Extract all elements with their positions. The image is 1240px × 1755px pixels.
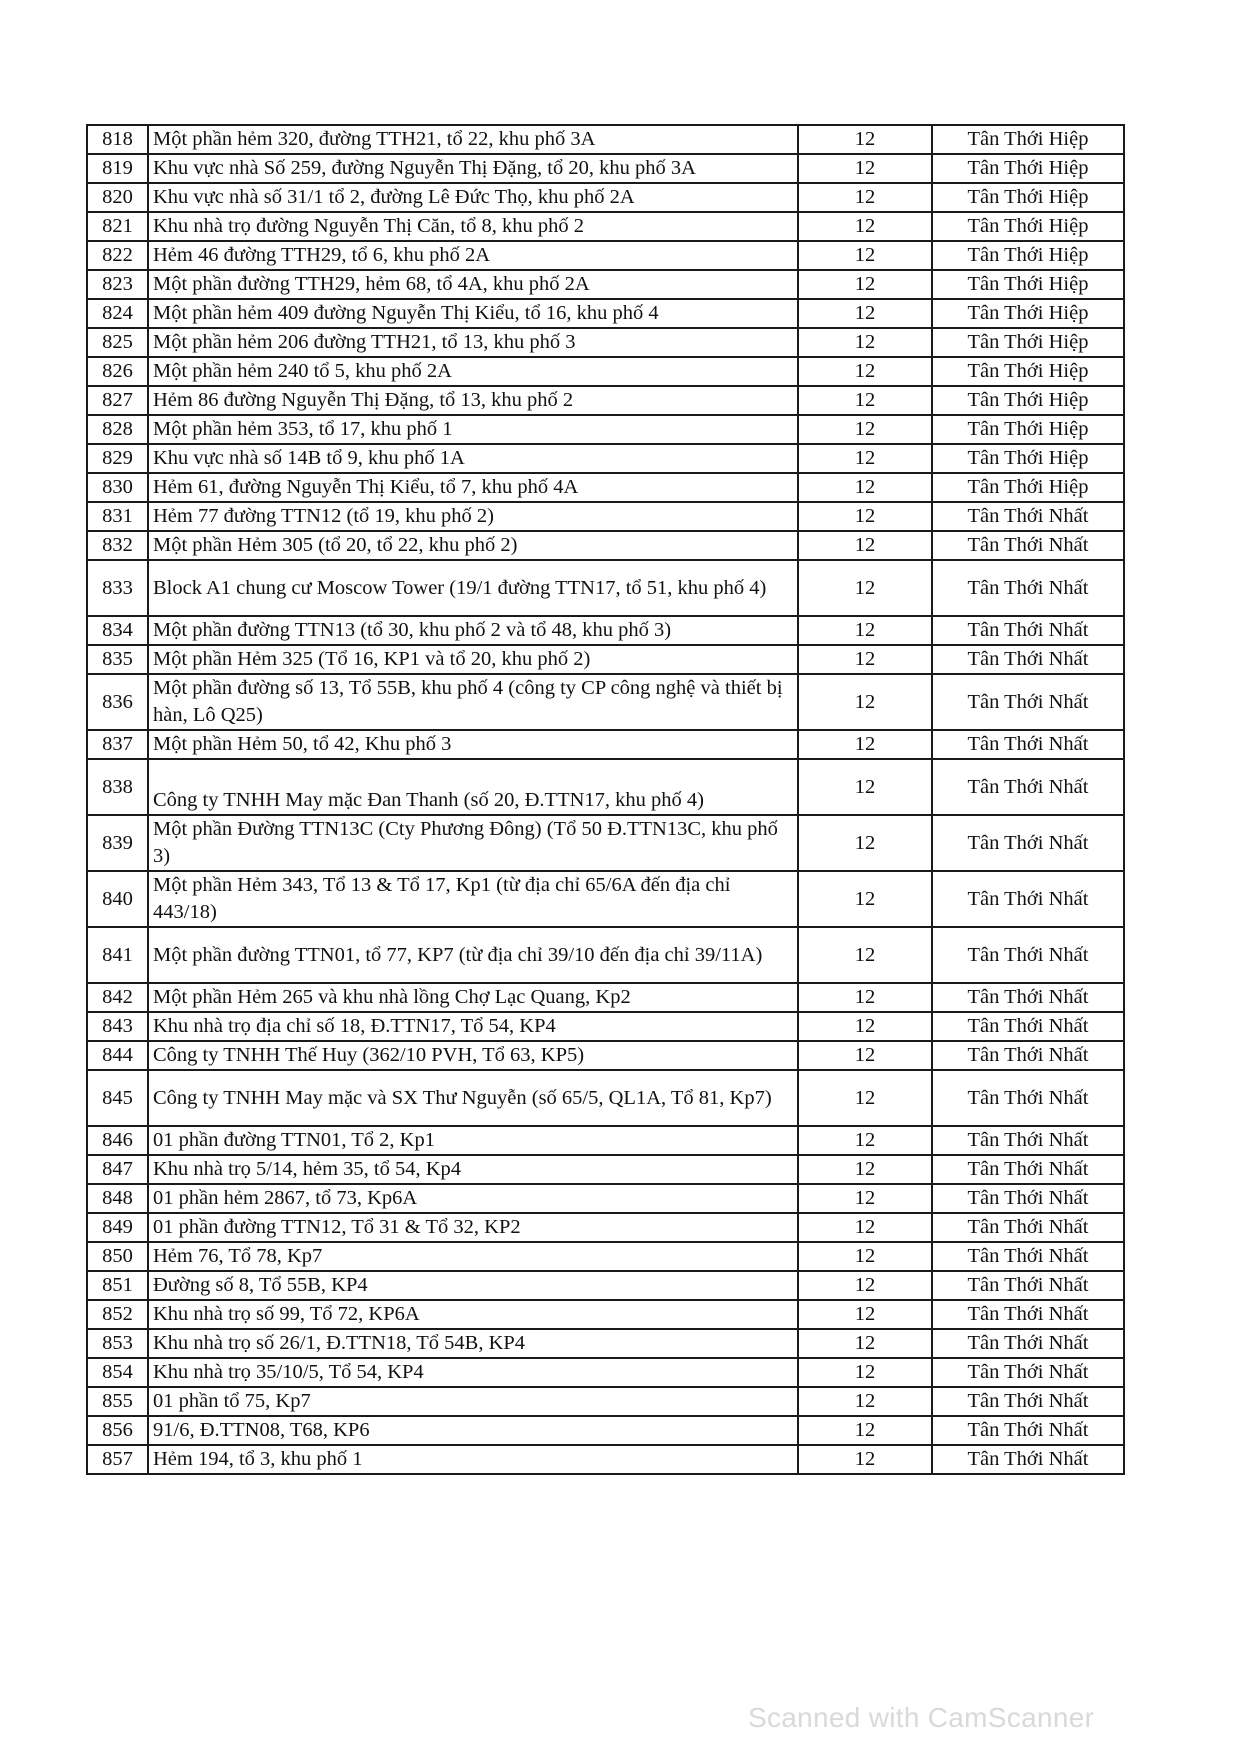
ward-cell: Tân Thới Hiệp [932,212,1124,241]
district-cell: 12 [798,645,932,674]
address-cell: Đường số 8, Tổ 55B, KP4 [148,1271,798,1300]
address-cell: Khu nhà trọ 35/10/5, Tổ 54, KP4 [148,1358,798,1387]
district-cell: 12 [798,616,932,645]
table-row [87,1329,1124,1358]
ward-cell: Tân Thới Nhất [932,1155,1124,1184]
table-row [87,1041,1124,1070]
district-cell: 12 [798,560,932,616]
row-number-cell: 835 [87,645,148,674]
table-row [87,415,1124,444]
table-row [87,502,1124,531]
row-number-cell: 833 [87,560,148,616]
district-cell: 12 [798,674,932,730]
ward-cell: Tân Thới Nhất [932,1416,1124,1445]
table-row [87,927,1124,983]
table-row [87,386,1124,415]
district-cell: 12 [798,759,932,815]
address-cell: Một phần hẻm 409 đường Nguyễn Thị Kiểu, tổ 16, khu phố 4 [148,299,798,328]
district-cell: 12 [798,328,932,357]
table-row [87,871,1124,927]
table-row [87,125,1124,154]
table-row [87,1416,1124,1445]
table-row [87,183,1124,212]
row-number-cell: 848 [87,1184,148,1213]
scanner-watermark: Scanned with CamScanner [748,1702,1095,1733]
table-row [87,270,1124,299]
ward-cell: Tân Thới Hiệp [932,328,1124,357]
address-cell: Hẻm 77 đường TTN12 (tổ 19, khu phố 2) [148,502,798,531]
ward-cell: Tân Thới Nhất [932,1213,1124,1242]
address-cell: Một phần Hẻm 305 (tổ 20, tổ 22, khu phố 2) [148,531,798,560]
row-number-cell: 829 [87,444,148,473]
address-cell: Khu nhà trọ số 26/1, Đ.TTN18, Tổ 54B, KP4 [148,1329,798,1358]
ward-cell: Tân Thới Hiệp [932,154,1124,183]
district-cell: 12 [798,357,932,386]
district-cell: 12 [798,815,932,871]
table-row [87,241,1124,270]
row-number-cell: 846 [87,1126,148,1155]
row-number-cell: 842 [87,983,148,1012]
ward-cell: Tân Thới Nhất [932,1358,1124,1387]
row-number-cell: 828 [87,415,148,444]
ward-cell: Tân Thới Hiệp [932,415,1124,444]
row-number-cell: 849 [87,1213,148,1242]
district-cell: 12 [798,1445,932,1474]
row-number-cell: 857 [87,1445,148,1474]
address-cell: Một phần đường số 13, Tổ 55B, khu phố 4 (công ty CP công nghệ và thiết bị hàn, Lô Q25) [148,674,798,730]
district-cell: 12 [798,1213,932,1242]
ward-cell: Tân Thới Nhất [932,1445,1124,1474]
district-cell: 12 [798,1416,932,1445]
address-cell: 91/6, Đ.TTN08, T68, KP6 [148,1416,798,1445]
address-cell: 01 phần hẻm 2867, tổ 73, Kp6A [148,1184,798,1213]
row-number-cell: 847 [87,1155,148,1184]
district-cell: 12 [798,1126,932,1155]
ward-cell: Tân Thới Hiệp [932,386,1124,415]
ward-cell: Tân Thới Nhất [932,531,1124,560]
ward-cell: Tân Thới Nhất [932,730,1124,759]
ward-cell: Tân Thới Hiệp [932,299,1124,328]
ward-cell: Tân Thới Nhất [932,871,1124,927]
row-number-cell: 830 [87,473,148,502]
row-number-cell: 844 [87,1041,148,1070]
table-row [87,531,1124,560]
row-number-cell: 825 [87,328,148,357]
ward-cell: Tân Thới Nhất [932,1012,1124,1041]
district-cell: 12 [798,415,932,444]
row-number-cell: 826 [87,357,148,386]
table-row [87,1070,1124,1126]
ward-cell: Tân Thới Nhất [932,1041,1124,1070]
address-cell: Một phần hẻm 240 tổ 5, khu phố 2A [148,357,798,386]
row-number-cell: 843 [87,1012,148,1041]
table-row [87,1271,1124,1300]
row-number-cell: 834 [87,616,148,645]
ward-cell: Tân Thới Hiệp [932,270,1124,299]
row-number-cell: 841 [87,927,148,983]
district-cell: 12 [798,1358,932,1387]
address-cell: 01 phần đường TTN01, Tổ 2, Kp1 [148,1126,798,1155]
row-number-cell: 821 [87,212,148,241]
table-row [87,1184,1124,1213]
table-row [87,473,1124,502]
ward-cell: Tân Thới Nhất [932,1387,1124,1416]
address-cell: Hẻm 194, tổ 3, khu phố 1 [148,1445,798,1474]
ward-cell: Tân Thới Nhất [932,1242,1124,1271]
address-cell: Công ty TNHH May mặc và SX Thư Nguyễn (số 65/5, QL1A, Tổ 81, Kp7) [148,1070,798,1126]
address-cell: Công ty TNHH May mặc Đan Thanh (số 20, Đ.TTN17, khu phố 4) [148,759,798,815]
district-cell: 12 [798,1041,932,1070]
district-cell: 12 [798,125,932,154]
table-row [87,1358,1124,1387]
row-number-cell: 832 [87,531,148,560]
row-number-cell: 827 [87,386,148,415]
district-cell: 12 [798,1070,932,1126]
row-number-cell: 840 [87,871,148,927]
ward-cell: Tân Thới Nhất [932,815,1124,871]
table-row [87,674,1124,730]
address-cell: Một phần hẻm 320, đường TTH21, tổ 22, khu phố 3A [148,125,798,154]
address-cell: Một phần đường TTN13 (tổ 30, khu phố 2 và tổ 48, khu phố 3) [148,616,798,645]
address-cell: Khu vực nhà số 31/1 tổ 2, đường Lê Đức Thọ, khu phố 2A [148,183,798,212]
district-cell: 12 [798,927,932,983]
address-cell: Một phần Hẻm 265 và khu nhà lồng Chợ Lạc Quang, Kp2 [148,983,798,1012]
address-cell: Khu nhà trọ địa chỉ số 18, Đ.TTN17, Tổ 54, KP4 [148,1012,798,1041]
address-cell: Khu vực nhà Số 259, đường Nguyễn Thị Đặng, tổ 20, khu phố 3A [148,154,798,183]
ward-cell: Tân Thới Nhất [932,1300,1124,1329]
table-row [87,299,1124,328]
table-row [87,560,1124,616]
row-number-cell: 853 [87,1329,148,1358]
ward-cell: Tân Thới Nhất [932,1271,1124,1300]
district-cell: 12 [798,983,932,1012]
district-cell: 12 [798,1300,932,1329]
table-row [87,328,1124,357]
ward-cell: Tân Thới Nhất [932,1184,1124,1213]
row-number-cell: 831 [87,502,148,531]
table-row [87,730,1124,759]
row-number-cell: 838 [87,759,148,815]
row-number-cell: 820 [87,183,148,212]
row-number-cell: 851 [87,1271,148,1300]
district-cell: 12 [798,1184,932,1213]
table-row [87,983,1124,1012]
district-cell: 12 [798,241,932,270]
table-row [87,815,1124,871]
row-number-cell: 856 [87,1416,148,1445]
address-cell: Hẻm 86 đường Nguyễn Thị Đặng, tổ 13, khu phố 2 [148,386,798,415]
table-row [87,1155,1124,1184]
ward-cell: Tân Thới Nhất [932,674,1124,730]
address-cell: Một phần hẻm 206 đường TTH21, tổ 13, khu phố 3 [148,328,798,357]
table-row [87,1126,1124,1155]
row-number-cell: 823 [87,270,148,299]
district-cell: 12 [798,386,932,415]
row-number-cell: 854 [87,1358,148,1387]
district-cell: 12 [798,1155,932,1184]
address-cell: Một phần hẻm 353, tổ 17, khu phố 1 [148,415,798,444]
address-cell: Hẻm 61, đường Nguyễn Thị Kiểu, tổ 7, khu phố 4A [148,473,798,502]
address-cell: Một phần Hẻm 343, Tổ 13 & Tổ 17, Kp1 (từ địa chỉ 65/6A đến địa chỉ 443/18) [148,871,798,927]
table-row [87,616,1124,645]
table-row [87,1300,1124,1329]
table-row [87,759,1124,815]
district-cell: 12 [798,299,932,328]
district-cell: 12 [798,212,932,241]
table-row [87,357,1124,386]
table-row [87,1213,1124,1242]
district-cell: 12 [798,270,932,299]
table-row [87,645,1124,674]
address-cell: Hẻm 46 đường TTH29, tổ 6, khu phố 2A [148,241,798,270]
ward-cell: Tân Thới Hiệp [932,444,1124,473]
ward-cell: Tân Thới Nhất [932,1329,1124,1358]
row-number-cell: 855 [87,1387,148,1416]
district-cell: 12 [798,1271,932,1300]
address-cell: Khu nhà trọ 5/14, hẻm 35, tổ 54, Kp4 [148,1155,798,1184]
district-cell: 12 [798,444,932,473]
district-cell: 12 [798,1012,932,1041]
table-row [87,1242,1124,1271]
row-number-cell: 839 [87,815,148,871]
district-cell: 12 [798,1387,932,1416]
district-cell: 12 [798,730,932,759]
ward-cell: Tân Thới Nhất [932,983,1124,1012]
ward-cell: Tân Thới Nhất [932,927,1124,983]
table-row [87,1012,1124,1041]
row-number-cell: 818 [87,125,148,154]
address-cell: Khu nhà trọ đường Nguyễn Thị Căn, tổ 8, khu phố 2 [148,212,798,241]
district-cell: 12 [798,1329,932,1358]
ward-cell: Tân Thới Hiệp [932,473,1124,502]
address-cell: Một phần đường TTN01, tổ 77, KP7 (từ địa chỉ 39/10 đến địa chỉ 39/11A) [148,927,798,983]
district-cell: 12 [798,502,932,531]
ward-cell: Tân Thới Nhất [932,616,1124,645]
ward-cell: Tân Thới Nhất [932,645,1124,674]
table-row [87,1445,1124,1474]
ward-cell: Tân Thới Nhất [932,759,1124,815]
address-cell: Công ty TNHH Thế Huy (362/10 PVH, Tổ 63, KP5) [148,1041,798,1070]
row-number-cell: 852 [87,1300,148,1329]
district-cell: 12 [798,871,932,927]
row-number-cell: 836 [87,674,148,730]
district-cell: 12 [798,1242,932,1271]
table-row [87,444,1124,473]
ward-cell: Tân Thới Nhất [932,560,1124,616]
area-table [86,124,1125,1475]
ward-cell: Tân Thới Nhất [932,502,1124,531]
row-number-cell: 819 [87,154,148,183]
table-row [87,212,1124,241]
address-cell: Khu vực nhà số 14B tổ 9, khu phố 1A [148,444,798,473]
ward-cell: Tân Thới Hiệp [932,125,1124,154]
district-cell: 12 [798,531,932,560]
address-cell: 01 phần tổ 75, Kp7 [148,1387,798,1416]
address-cell: Block A1 chung cư Moscow Tower (19/1 đường TTN17, tổ 51, khu phố 4) [148,560,798,616]
row-number-cell: 837 [87,730,148,759]
table-body [87,125,1124,1474]
table-row [87,154,1124,183]
ward-cell: Tân Thới Nhất [932,1126,1124,1155]
table-row [87,1387,1124,1416]
district-cell: 12 [798,183,932,212]
district-cell: 12 [798,154,932,183]
ward-cell: Tân Thới Nhất [932,1070,1124,1126]
address-cell: Một phần Hẻm 325 (Tổ 16, KP1 và tổ 20, khu phố 2) [148,645,798,674]
district-cell: 12 [798,473,932,502]
row-number-cell: 822 [87,241,148,270]
address-cell: Hẻm 76, Tổ 78, Kp7 [148,1242,798,1271]
address-cell: Một phần Đường TTN13C (Cty Phương Đông) (Tổ 50 Đ.TTN13C, khu phố 3) [148,815,798,871]
address-cell: Khu nhà trọ số 99, Tổ 72, KP6A [148,1300,798,1329]
row-number-cell: 850 [87,1242,148,1271]
ward-cell: Tân Thới Hiệp [932,241,1124,270]
address-cell: 01 phần đường TTN12, Tổ 31 & Tổ 32, KP2 [148,1213,798,1242]
row-number-cell: 845 [87,1070,148,1126]
row-number-cell: 824 [87,299,148,328]
address-cell: Một phần đường TTH29, hẻm 68, tổ 4A, khu phố 2A [148,270,798,299]
address-cell: Một phần Hẻm 50, tổ 42, Khu phố 3 [148,730,798,759]
ward-cell: Tân Thới Hiệp [932,357,1124,386]
ward-cell: Tân Thới Hiệp [932,183,1124,212]
